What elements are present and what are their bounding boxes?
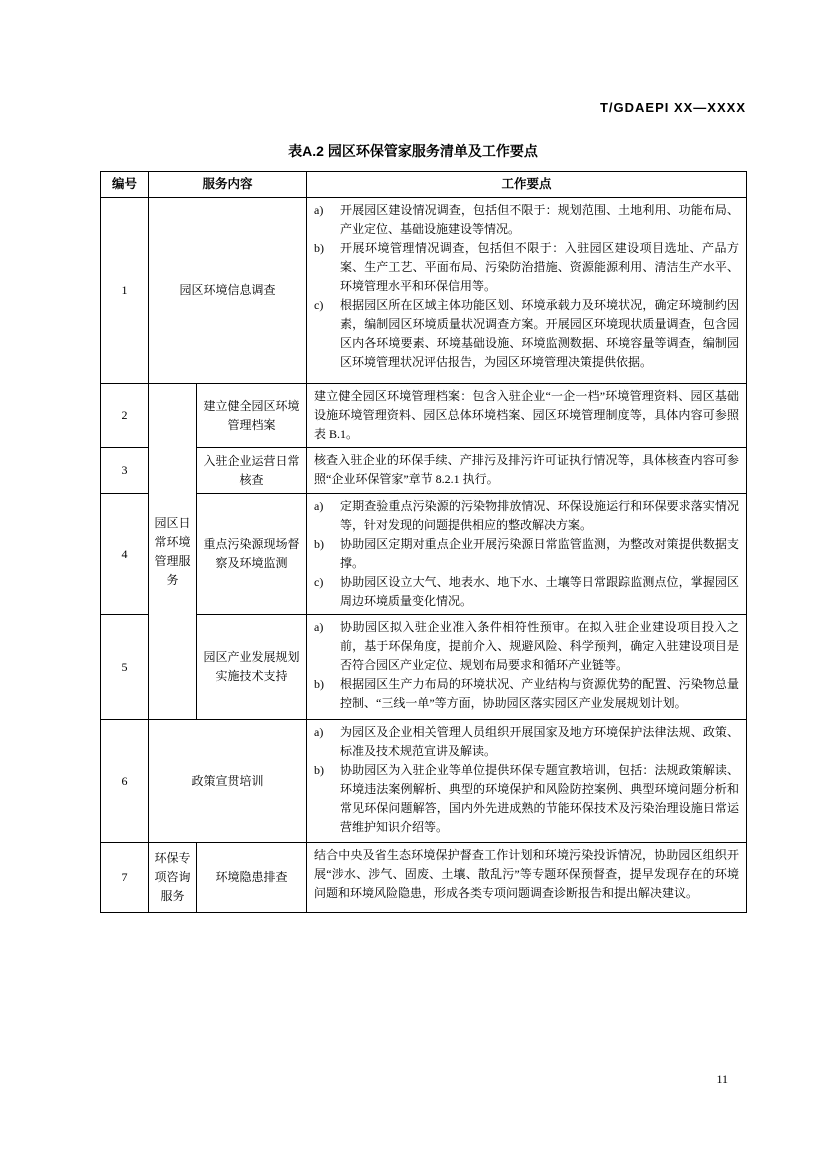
work-points-cell [307, 448, 747, 494]
point-text: 协助园区拟入驻企业准入条件相符性预审。在拟入驻企业建设项目投入之前，基于环保角度，提前介入、规避风险、科学预判，确定入驻建设项目是否符合园区产业定位、规划布局要求和循环产业链等。 [340, 620, 740, 672]
work-points-cell [307, 843, 747, 913]
point-text: 建立健全园区环境管理档案：包含入驻企业“一企一档”环境管理资料、园区基础设施环境管理资料、园区总体环境档案、园区环境管理制度等，具体内容可参照表 B.1。 [314, 389, 740, 441]
work-points-cell [307, 384, 747, 448]
page-number: 11 [716, 1072, 728, 1086]
col-header-points: 工作要点 [307, 172, 747, 198]
point-marker: a) [314, 499, 324, 513]
point-marker: b) [314, 763, 325, 777]
table-row-3 [101, 448, 747, 494]
service-name: 重点污染源现场督察及环境监测 [197, 494, 307, 615]
table-header-row [101, 172, 747, 198]
table-title: 表A.2 园区环保管家服务清单及工作要点 [288, 143, 538, 159]
service-name: 建立健全园区环境管理档案 [197, 384, 307, 448]
col-header-id: 编号 [101, 172, 149, 198]
point-marker: c) [314, 298, 324, 312]
work-points-cell [307, 198, 747, 384]
service-name: 入驻企业运营日常核查 [197, 448, 307, 494]
point-marker: c) [314, 575, 324, 589]
table-row-6 [101, 720, 747, 843]
col-header-service: 服务内容 [149, 172, 307, 198]
service-group: 环保专项咨询服务 [149, 843, 197, 913]
point-text: 开展园区建设情况调查，包括但不限于：规划范围、土地利用、功能布局、产业定位、基础设施建设等情况。 [340, 203, 740, 236]
row-id: 1 [101, 198, 149, 384]
point-text: 协助园区设立大气、地表水、地下水、土壤等日常跟踪监测点位，掌握园区周边环境质量变化情况。 [340, 575, 740, 608]
service-name: 环境隐患排查 [197, 843, 307, 913]
point-marker: a) [314, 203, 324, 217]
document-code: T/GDAEPI XX—XXXX [599, 100, 746, 115]
point-text: 为园区及企业相关管理人员组织开展国家及地方环境保护法律法规、政策、标准及技术规范宣讲及解读。 [340, 725, 740, 758]
work-point [314, 201, 739, 239]
point-text: 结合中央及省生态环境保护督查工作计划和环境污染投诉情况，协助园区组织开展“涉水、涉气、固废、土壤、散乱污”等专题环保预督查，提早发现存在的环境问题和环境风险隐患，形成各类专项问题调查诊断报告和提出解决建议。 [314, 848, 740, 900]
work-point [314, 535, 739, 573]
point-text: 根据园区生产力布局的环境状况、产业结构与资源优势的配置、污染物总量控制、“三线一单”等方面，协助园区落实园区产业发展规划计划。 [340, 677, 740, 710]
table-row-2 [101, 384, 747, 448]
service-name: 园区产业发展规划实施技术支持 [197, 615, 307, 720]
point-text: 协助园区为入驻企业等单位提供环保专题宣教培训，包括：法规政策解读、环境违法案例解析、典型的环境保护和风险防控案例、典型环境问题分析和常见环保问题解答，国内外先进成熟的节能环保技术及污染治理设施日常运营维护知识介绍等。 [340, 763, 740, 834]
work-point [314, 296, 739, 372]
table-row-7 [101, 843, 747, 913]
work-point [314, 239, 739, 296]
table-row-5 [101, 615, 747, 720]
work-points-cell [307, 494, 747, 615]
work-points-cell [307, 615, 747, 720]
row-id: 6 [101, 720, 149, 843]
row-id: 7 [101, 843, 149, 913]
point-marker: b) [314, 537, 325, 551]
service-group: 园区日常环境管理服务 [149, 384, 197, 720]
work-point [314, 618, 739, 675]
service-name: 园区环境信息调查 [149, 198, 307, 384]
work-points-cell [307, 720, 747, 843]
work-point [314, 675, 739, 713]
row-id: 5 [101, 615, 149, 720]
point-text: 开展环境管理情况调查，包括但不限于：入驻园区建设项目选址、产品方案、生产工艺、平面布局、污染防治措施、资源能源利用、清洁生产水平、环境管理水平和环保信用等。 [340, 241, 740, 293]
point-marker: a) [314, 620, 324, 634]
service-name: 政策宣贯培训 [149, 720, 307, 843]
work-point [314, 723, 739, 761]
work-point [314, 761, 739, 837]
point-text: 协助园区定期对重点企业开展污染源日常监管监测，为整改对策提供数据支撑。 [340, 537, 740, 570]
service-table [100, 171, 747, 913]
point-marker: b) [314, 677, 325, 691]
row-id: 4 [101, 494, 149, 615]
point-marker: b) [314, 241, 325, 255]
row-id: 2 [101, 384, 149, 448]
table-row-4 [101, 494, 747, 615]
point-text: 根据园区所在区域主体功能区划、环境承载力及环境状况，确定环境制约因素，编制园区环境质量状况调查方案。开展园区环境现状质量调查，包含园区内各环境要素、环境基础设施、环境监测数据、环境容量等调查，编制园区环境管理状况评估报告，为园区环境管理决策提供依据。 [340, 298, 740, 369]
point-text: 核查入驻企业的环保手续、产排污及排污许可证执行情况等，具体核查内容可参照“企业环保管家”章节 8.2.1 执行。 [314, 453, 740, 486]
work-point [314, 573, 739, 611]
work-point [314, 497, 739, 535]
row-id: 3 [101, 448, 149, 494]
point-text: 定期查验重点污染源的污染物排放情况、环保设施运行和环保要求落实情况等，针对发现的问题提供相应的整改解决方案。 [340, 499, 740, 532]
point-marker: a) [314, 725, 324, 739]
table-row-1 [101, 198, 747, 384]
